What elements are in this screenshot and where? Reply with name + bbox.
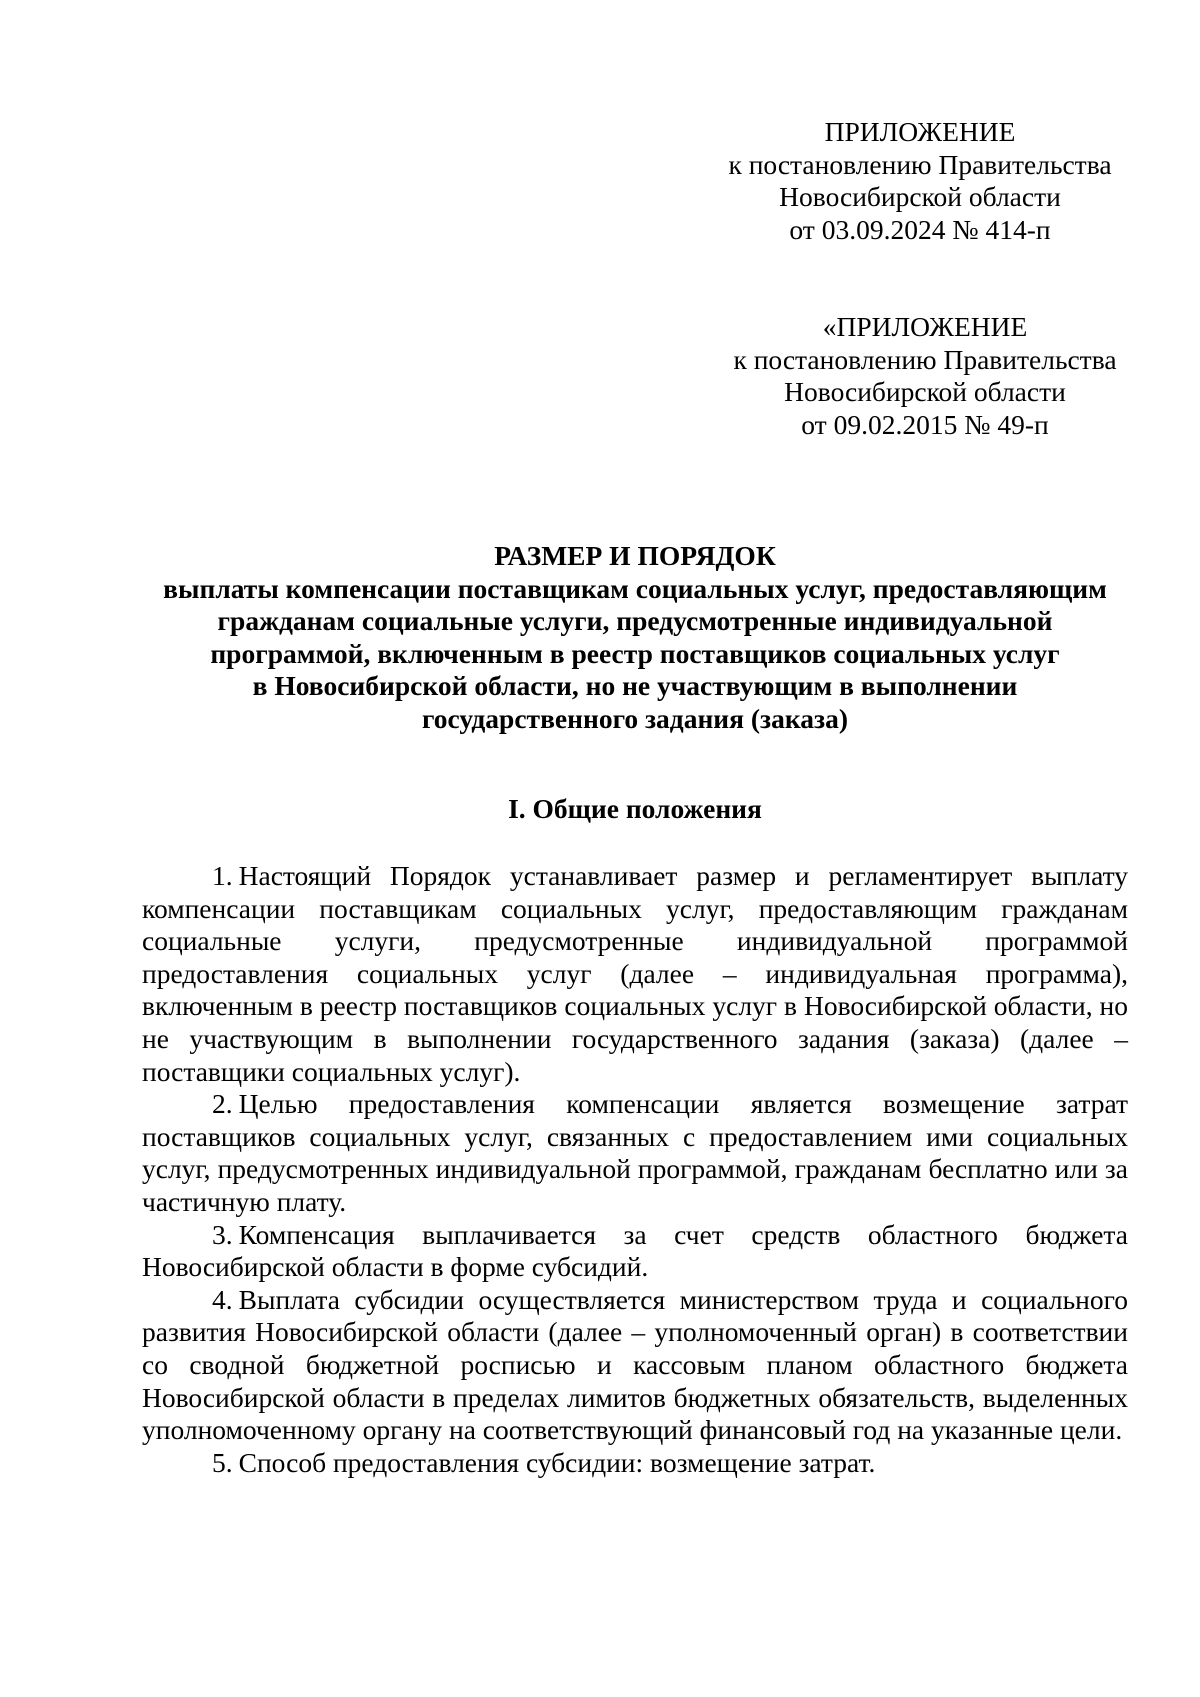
paragraph: [142, 1219, 1128, 1284]
paragraph-number: 2.: [212, 1088, 233, 1120]
title-subtitle-line: государственного задания (заказа): [421, 702, 848, 734]
paragraph: [142, 1284, 1128, 1447]
paragraph-text: Компенсация выплачивается за счет средств областного бюджета Новосибирской области в форме субсидий.: [142, 1218, 1128, 1283]
paragraph-number: 5.: [212, 1446, 233, 1478]
appendix-header-current: [700, 116, 1140, 246]
section-body: [142, 860, 1128, 1479]
appendix-header-original: [705, 311, 1145, 441]
appendix-region: Новосибирской области: [779, 181, 1061, 212]
paragraph: [142, 860, 1128, 1088]
document-title: [140, 540, 1130, 735]
appendix-date-number: от 09.02.2015 № 49-п: [801, 408, 1049, 440]
paragraph-text: Целью предоставления компенсации является возмещение затрат поставщиков социальных услуг, связанных с предоставлением ими социальных услуг, предусмотренных индивидуальной программой, гражданам бесплатно или за частичную плату.: [142, 1088, 1128, 1217]
paragraph-text: Выплата субсидии осуществляется министерством труда и социального развития Новосибирской области (далее – уполномоченный орган) в соответствии со сводной бюджетной росписью и кассовым планом областного бюджета Новосибирской области в пределах лимитов бюджетных обязательств, выделенных уполномоченному органу на соответствующий финансовый год на указанные цели.: [142, 1283, 1128, 1446]
appendix-reference: к постановлению Правительства: [733, 343, 1117, 375]
paragraph-number: 3.: [212, 1218, 233, 1250]
section-heading: I. Общие положения: [508, 793, 762, 824]
title-subtitle-line: в Новосибирской области, но не участвующим в выполнении: [252, 670, 1018, 701]
appendix-reference: к постановлению Правительства: [728, 148, 1112, 180]
title-subtitle-line: программой, включенным в реестр поставщиков социальных услуг: [210, 637, 1060, 669]
paragraph-number: 1.: [212, 860, 233, 891]
paragraph-text: Настоящий Порядок устанавливает размер и регламентирует выплату компенсации поставщикам социальных услуг, предоставляющим гражданам социальные услуги, предусмотренные индивидуальной программой предоставления социальных услуг (далее – индивидуальная программа), включенным в реестр поставщиков социальных услуг в Новосибирской области, но не участвующим в выполнении государственного задания (заказа) (далее – поставщики социальных услуг).: [142, 860, 1128, 1087]
paragraph-number: 4.: [212, 1283, 233, 1315]
title-subtitle-line: гражданам социальные услуги, предусмотренные индивидуальной: [217, 605, 1053, 636]
appendix-label: «ПРИЛОЖЕНИЕ: [822, 311, 1028, 342]
title-subtitle-line: выплаты компенсации поставщикам социальных услуг, предоставляющим: [163, 572, 1107, 604]
paragraph: [142, 1088, 1128, 1218]
paragraph: [142, 1447, 1128, 1480]
appendix-date-number: от 03.09.2024 № 414-п: [789, 213, 1051, 245]
appendix-label: ПРИЛОЖЕНИЕ: [824, 116, 1016, 147]
appendix-region: Новосибирской области: [784, 376, 1066, 407]
paragraph-text: Способ предоставления субсидии: возмещение затрат.: [238, 1446, 876, 1478]
title-main: РАЗМЕР И ПОРЯДОК: [494, 540, 776, 571]
